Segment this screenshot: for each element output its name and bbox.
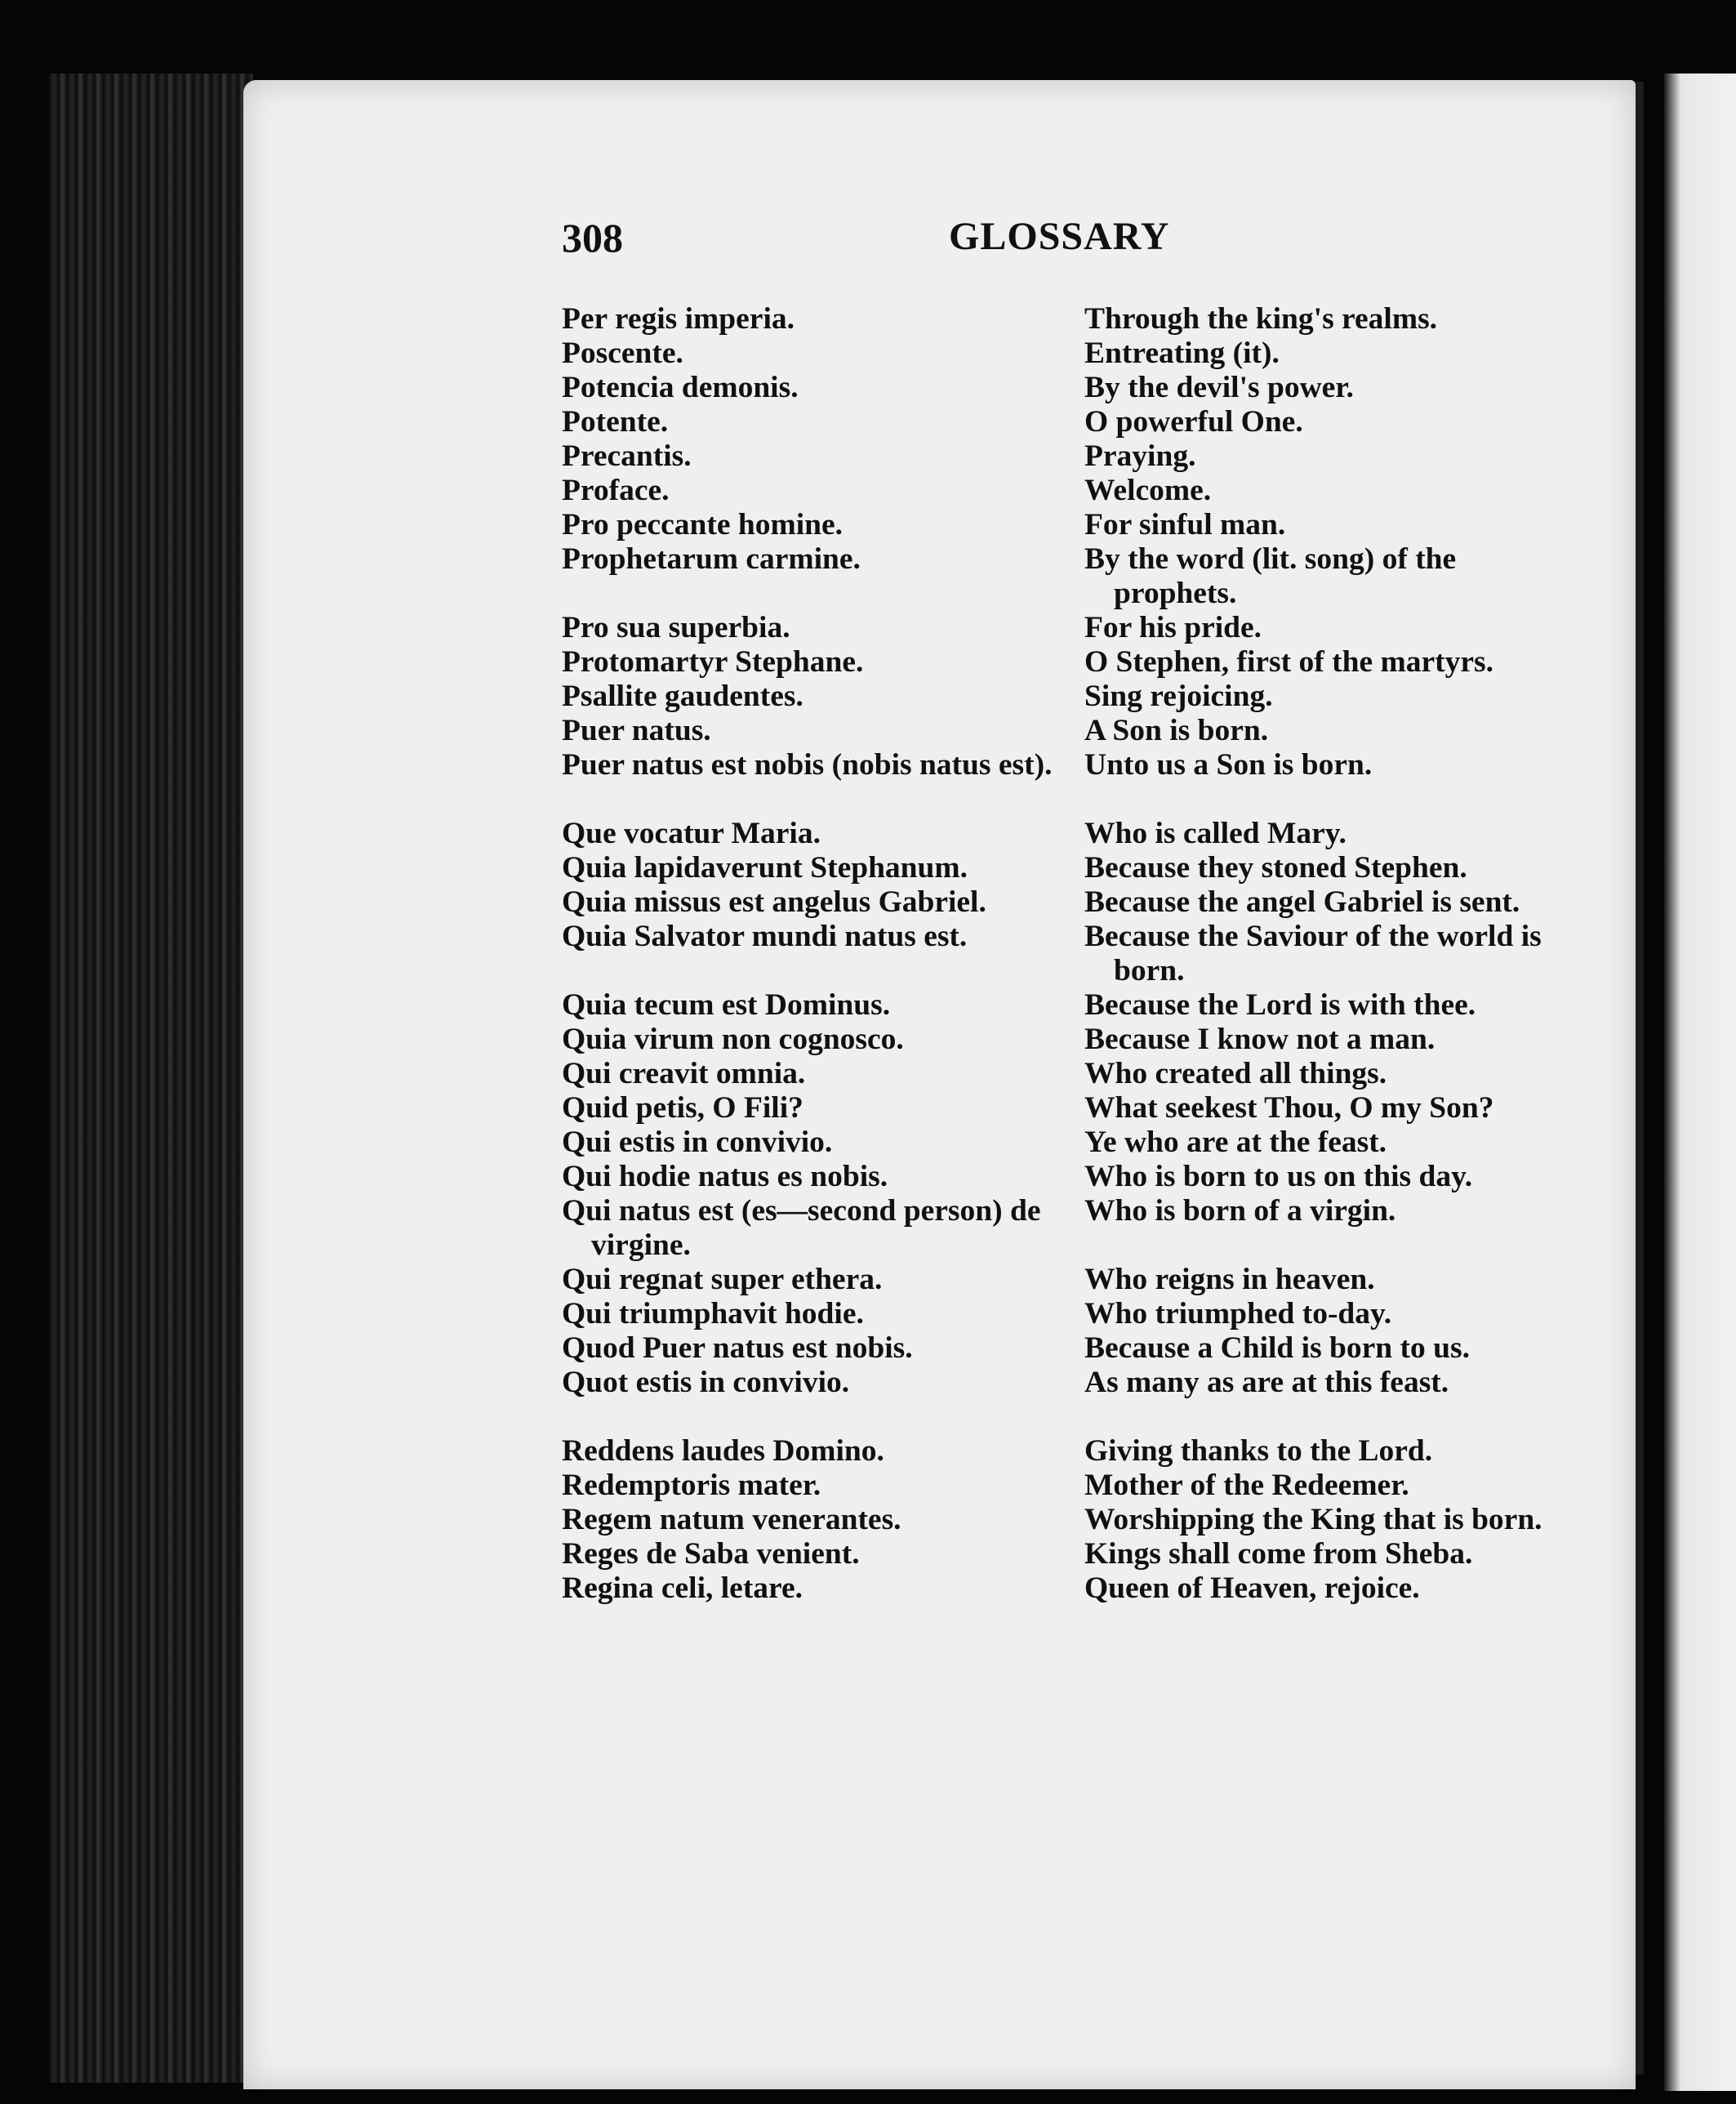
latin-term: Regem natum venerantes. [562,1503,901,1536]
english-meaning: Who is called Mary. [1084,817,1347,850]
english-meaning: O powerful One. [1084,405,1303,439]
latin-term: Redemptoris mater. [562,1469,821,1502]
glossary-entry [562,1537,1574,1571]
english-meaning: Entreating (it). [1084,337,1280,370]
glossary-entry [562,1434,1574,1469]
section-gap [562,782,1574,817]
latin-term: Qui creavit omnia. [562,1057,806,1090]
english-meaning: By the word (lit. song) of the prophets. [1084,542,1457,610]
english-meaning: Because a Child is born to us. [1084,1331,1470,1365]
english-meaning: Because I know not a man. [1084,1023,1436,1056]
latin-term: Quia tecum est Dominus. [562,988,891,1022]
glossary-entry [562,645,1574,680]
glossary-entry [562,1023,1574,1057]
latin-term: Qui regnat super ethera. [562,1263,883,1296]
latin-term: Qui triumphavit hodie. [562,1297,864,1331]
latin-term: Qui estis in convivio. [562,1126,833,1159]
page-number: 308 [562,215,623,261]
section-gap [562,1400,1574,1434]
latin-term: Quot estis in convivio. [562,1366,850,1399]
english-meaning: Sing rejoicing. [1084,680,1273,713]
english-meaning: Who is born of a virgin. [1084,1194,1396,1228]
latin-term: Quia lapidaverunt Stephanum. [562,851,968,885]
latin-term: Reges de Saba venient. [562,1537,860,1571]
english-meaning: What seekest Thou, O my Son? [1084,1091,1494,1125]
latin-term: Quia Salvator mundi natus est. [562,920,968,953]
glossary-entry [562,1331,1574,1366]
glossary-entry [562,542,1574,611]
glossary-entry [562,302,1574,337]
latin-term: Quia virum non cognosco. [562,1023,904,1056]
glossary-entry [562,1057,1574,1091]
glossary-entry [562,1503,1574,1537]
english-meaning: For his pride. [1084,611,1262,644]
english-meaning: Who created all things. [1084,1057,1387,1090]
glossary-entry [562,1194,1574,1263]
english-meaning: Because the angel Gabriel is sent. [1084,885,1520,919]
english-meaning: Mother of the Redeemer. [1084,1469,1409,1502]
glossary-entry [562,1571,1574,1606]
latin-term: Puer natus est nobis (nobis natus est). [562,748,1053,782]
english-meaning: Worshipping the King that is born. [1084,1503,1542,1536]
latin-term: Que vocatur Maria. [562,817,821,850]
glossary-entry [562,1366,1574,1400]
glossary-entry [562,1263,1574,1297]
next-page-edge [1664,74,1736,2091]
latin-term: Quid petis, O Fili? [562,1091,803,1125]
glossary-entry [562,885,1574,920]
latin-term: Quia missus est angelus Gabriel. [562,885,986,919]
latin-term: Psallite gaudentes. [562,680,803,713]
english-meaning: Because the Lord is with thee. [1084,988,1476,1022]
latin-term: Prophetarum carmine. [562,542,861,576]
glossary-entry [562,988,1574,1023]
glossary-entry [562,1469,1574,1503]
latin-term: Proface. [562,474,670,507]
glossary-entry [562,817,1574,851]
glossary-entry [562,1160,1574,1194]
glossary-entry [562,1126,1574,1160]
glossary-list [562,302,1574,1606]
english-meaning: As many as are at this feast. [1084,1366,1449,1399]
english-meaning: Who is born to us on this day. [1084,1160,1473,1193]
latin-term: Precantis. [562,439,692,473]
english-meaning: Ye who are at the feast. [1084,1126,1387,1159]
glossary-entry [562,439,1574,474]
latin-term: Protomartyr Stephane. [562,645,864,679]
latin-term: Pro sua superbia. [562,611,790,644]
latin-term: Qui hodie natus es nobis. [562,1160,888,1193]
english-meaning: Who reigns in heaven. [1084,1263,1375,1296]
latin-term: Qui natus est (es—second person) de virgine. [562,1194,1041,1262]
english-meaning: O Stephen, first of the martyrs. [1084,645,1493,679]
english-meaning: Unto us a Son is born. [1084,748,1373,782]
latin-term: Poscente. [562,337,683,370]
english-meaning: By the devil's power. [1084,371,1354,404]
glossary-entry [562,851,1574,885]
english-meaning: Kings shall come from Sheba. [1084,1537,1473,1571]
glossary-entry [562,508,1574,542]
glossary-entry [562,680,1574,714]
english-meaning: A Son is born. [1084,714,1269,747]
english-meaning: Through the king's realms. [1084,302,1438,336]
latin-term: Quod Puer natus est nobis. [562,1331,913,1365]
glossary-entry [562,714,1574,748]
latin-term: Pro peccante homine. [562,508,844,542]
english-meaning: Queen of Heaven, rejoice. [1084,1571,1420,1605]
glossary-entry [562,1091,1574,1126]
english-meaning: Giving thanks to the Lord. [1084,1434,1433,1468]
glossary-entry [562,474,1574,508]
latin-term: Regina celi, letare. [562,1571,803,1605]
english-meaning: Because the Saviour of the world is born. [1084,920,1542,987]
english-meaning: Praying. [1084,439,1196,473]
glossary-entry [562,748,1574,782]
glossary-entry [562,920,1574,988]
latin-term: Potencia demonis. [562,371,799,404]
glossary-entry [562,337,1574,371]
book-edge [49,74,253,2083]
running-head: GLOSSARY [949,215,1170,258]
latin-term: Potente. [562,405,669,439]
glossary-entry [562,371,1574,405]
binding-shadow [1636,82,1644,2075]
latin-term: Per regis imperia. [562,302,795,336]
english-meaning: Because they stoned Stephen. [1084,851,1467,885]
latin-term: Reddens laudes Domino. [562,1434,884,1468]
glossary-entry [562,405,1574,439]
latin-term: Puer natus. [562,714,711,747]
glossary-entry [562,1297,1574,1331]
glossary-entry [562,611,1574,645]
english-meaning: For sinful man. [1084,508,1286,542]
english-meaning: Who triumphed to-day. [1084,1297,1392,1331]
english-meaning: Welcome. [1084,474,1212,507]
